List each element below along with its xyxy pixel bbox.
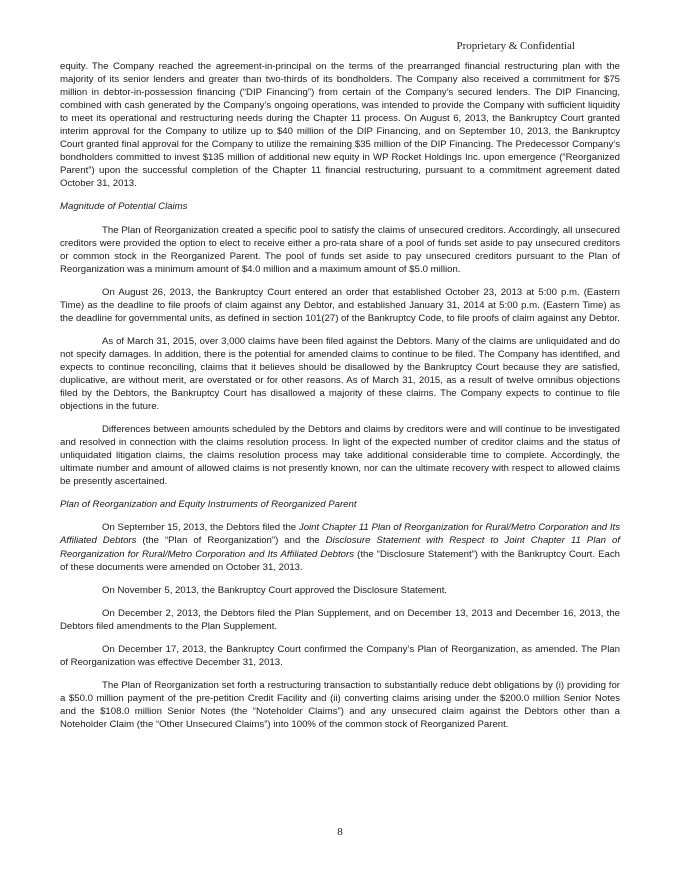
confidentiality-header: Proprietary & Confidential [456, 40, 575, 52]
paragraph-claims-differences: Differences between amounts scheduled by the Debtors and claims by creditors were and will continue to be investigated and resolved in connection with the claims resolution process. In light of the expected number of creditor claims and the status of unliquidated litigation claims, the claims resolution process may take additional considerable time to complete. Accordingly, the ultimate number and amount of allowed claims is not presently known, nor can the ultimate recovery with respect to allowed claims be presently ascertained. [60, 424, 620, 488]
text-run: (the “Disclosure Statement”) with the Bankruptcy Court. Each of these documents were amended on October 31, 2013. [60, 548, 620, 573]
paragraph-plan-supplement: On December 2, 2013, the Debtors filed the Plan Supplement, and on December 13, 2013 and December 16, 2013, the Debtors filed amendments to the Plan Supplement. [60, 607, 620, 632]
paragraph-restructuring-transaction: The Plan of Reorganization set forth a restructuring transaction to substantially reduce debt obligations by (i) providing for a $50.0 million payment of the pre-petition Credit Facility and (ii) converting claims arising under the $200.0 million Senior Notes and the $108.0 million Senior Notes (the “Noteholder Claims”) and any unsecured claim against the Debtors other than a Noteholder Claim (the “Other Unsecured Claims”) into 100% of the common stock of Reorganized Parent. [60, 679, 620, 730]
paragraph-claims-filed: As of March 31, 2015, over 3,000 claims have been filed against the Debtors. Many of the claims are unliquidated and do not specify damages. In addition, there is the potential for amended claims to continue to be filed. The Company has identified, and expects to continue reconciling, claims that it believes should be disallowed by the Bankruptcy Court because they are satisfied, duplicative, are without merit, are overstated or for other reasons. As of March 31, 2015, as a result of twelve omnibus objections filed by the Debtors, the Bankruptcy Court has disallowed a majority of these claims. The Company expects to continue to file objections in the future. [60, 335, 620, 413]
text-run: (the “Plan of Reorganization”) and the [136, 535, 326, 547]
paragraph-disclosure-approved: On November 5, 2013, the Bankruptcy Court approved the Disclosure Statement. [102, 584, 448, 596]
section-heading-plan-of-reorganization: Plan of Reorganization and Equity Instruments of Reorganized Parent [60, 499, 357, 511]
plan-title-italic: Joint Chapter 11 Plan of Reorganization for Rural/Metro Corporation and Its Affiliated Debtors [60, 522, 620, 547]
paragraph-claims-deadline: On August 26, 2013, the Bankruptcy Court entered an order that established October 23, 2013 at 5:00 p.m. (Eastern Time) as the deadline to file proofs of claim against any Debtor, and established January 31, 2014 at 5:00 p.m. (Eastern Time) as the deadline for governmental units, as defined in section 101(27) of the Bankruptcy Code, to file proofs of claim against any Debtor. [60, 286, 620, 324]
document-body [60, 60, 620, 741]
paragraph-plan-confirmed: On December 17, 2013, the Bankruptcy Court confirmed the Company’s Plan of Reorganization, as amended. The Plan of Reorganization was effective December 31, 2013. [60, 643, 620, 668]
page-number: 8 [337, 826, 343, 838]
paragraph-unsecured-pool: The Plan of Reorganization created a specific pool to satisfy the claims of unsecured creditors. Accordingly, all unsecured creditors were provided the option to elect to receive either a pro-rata share of a pool of funds set aside to pay unsecured creditors or common stock in the Reorganized Parent. The pool of funds set aside to pay unsecured creditors pursuant to the Plan of Reorganization was a minimum amount of $4.0 million and a maximum amount of $5.0 million. [60, 224, 620, 275]
section-heading-magnitude-of-claims: Magnitude of Potential Claims [60, 201, 188, 213]
text-run: On September 15, 2013, the Debtors filed the [102, 522, 299, 534]
disclosure-title-italic: Disclosure Statement with Respect to Joint Chapter 11 Plan of Reorganization for Rural/Metro Corporation and Its Affiliated Debtors [60, 535, 620, 560]
paragraph-plan-filed [60, 521, 620, 573]
paragraph-equity-continued: equity. The Company reached the agreement-in-principal on the terms of the prearranged financial restructuring plan with the majority of its senior lenders and greater than two-thirds of its bondholders. The Company also received a commitment for $75 million in debtor-in-possession financing (“DIP Financing”) from certain of the Company’s secured lenders. The DIP Financing, combined with cash generated by the Company’s ongoing operations, was intended to provide the Company with sufficient liquidity to meet its operational and restructuring needs during the Chapter 11 process. On August 6, 2013, the Bankruptcy Court granted interim approval for the Company to utilize up to $40 million of the DIP Financing, and on September 10, 2013, the Bankruptcy Court granted final approval for the Company to utilize the remaining $35 million of the DIP Financing. The Predecessor Company’s bondholders committed to invest $135 million of additional new equity in WP Rocket Holdings Inc. upon emergence (“Reorganized Parent”) upon the successful completion of the Chapter 11 financial restructuring, pursuant to a commitment agreement dated October 31, 2013. [60, 61, 620, 190]
